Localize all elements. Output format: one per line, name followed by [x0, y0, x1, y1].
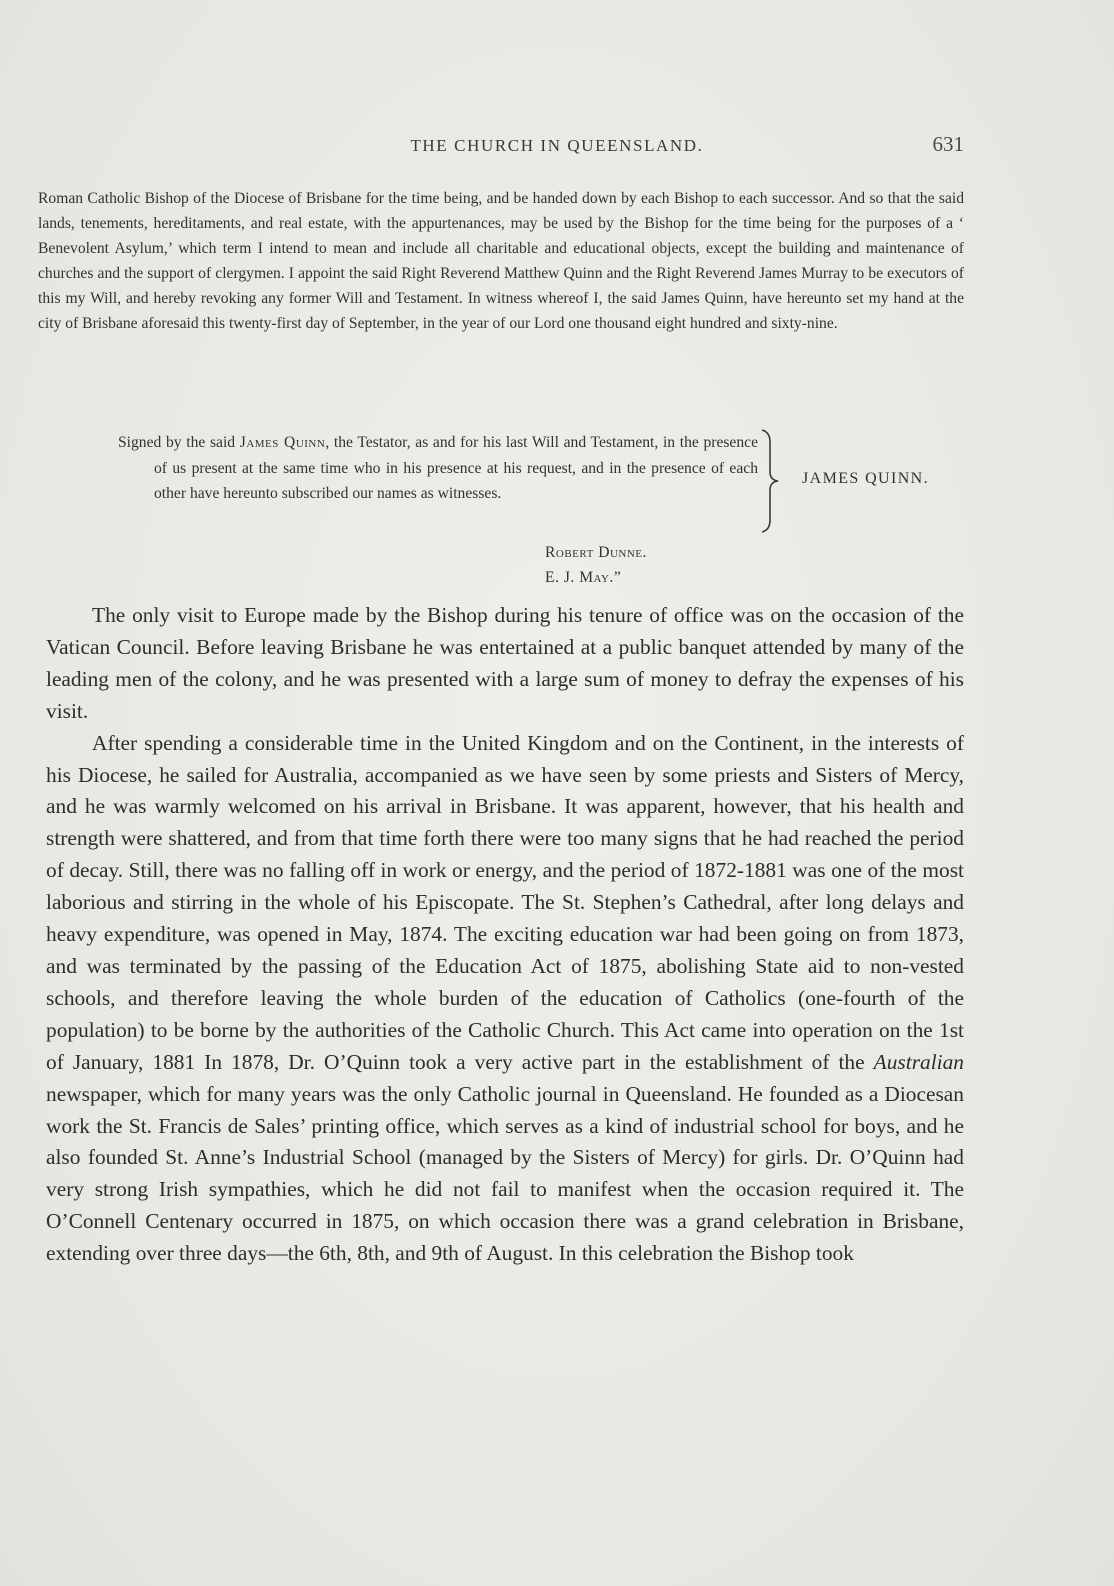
signature-clause-name: James Quinn — [239, 434, 326, 451]
running-head: THE CHURCH IN QUEENSLAND. — [410, 136, 704, 155]
page-number: 631 — [932, 132, 964, 156]
body-paragraph — [46, 728, 964, 1270]
signature-clause-rest: , the Testator, as and for his last Will and Testament, in the presence of us present at the same time who in his presence at his request, and in the presence of each other have hereunto subscribed our names as witnesses. — [154, 434, 758, 503]
signature-clause-text — [118, 430, 758, 507]
body-text-segment: After spending a considerable time in the United Kingdom and on the Continent, in the interests of his Diocese, he sailed for Australia, accompanied as we have seen by some priests and Sisters of Mercy, and he was warmly welcomed on his arrival in Brisbane. It was apparent, however, that his health and strength were shattered, and from that time forth there were too many signs that he had reached the period of decay. Still, there was no falling off in work or energy, and the period of 1872-1881 was one of the most laborious and stirring in the whole of his Episcopate. The St. Stephen’s Cathedral, after long delays and heavy expenditure, was opened in May, 1874. The exciting education war had been going on from 1873, and was terminated by the passing of the Education Act of 1875, abolishing State aid to non-vested schools, and therefore leaving the whole burden of the education of Catholics (one-fourth of the population) to be borne by the authorities of the Catholic Church. This Act came into operation on the 1st of January, 1881 In 1878, Dr. O’Quinn took a very active part in the establishment of the — [46, 730, 964, 1074]
testator-signature: JAMES QUINN. — [802, 470, 930, 487]
newspaper-title: Australian — [873, 1049, 964, 1074]
witness-name: E. J. May.” — [545, 569, 622, 586]
will-paragraph: Roman Catholic Bishop of the Diocese of Brisbane for the time being, and be handed down by each Bishop to each successor. And so that the said lands, tenements, hereditaments, and real estate, with the appurtenances, may be used by the Bishop for the time being for the purposes of a ‘ Benevolent Asylum,’ which term I intend to mean and include all charitable and educational objects, except the building and maintenance of churches and the support of clergymen. I appoint the said Right Reverend Matthew Quinn and the Right Reverend James Murray to be executors of this my Will, and hereby revoking any former Will and Testament. In witness whereof I, the said James Quinn, have hereunto set my hand at the city of Brisbane aforesaid this twenty-first day of September, in the year of our Lord one thousand eight hundred and sixty-nine. — [38, 190, 964, 333]
witness-name: Robert Dunne. — [545, 544, 647, 561]
witness-list — [545, 540, 647, 590]
curly-brace-icon — [760, 428, 782, 534]
body-text — [46, 600, 964, 1270]
body-paragraph: The only visit to Europe made by the Bishop during his tenure of office was on the occasion of the Vatican Council. Before leaving Brisbane he was entertained at a public banquet attended by many of the leading men of the colony, and he was presented with a large sum of money to defray the expenses of his visit. — [46, 603, 964, 723]
signature-clause — [118, 430, 758, 507]
will-excerpt — [38, 186, 964, 337]
body-text-segment: newspaper, which for many years was the only Catholic journal in Queensland. He founded as a Diocesan work the St. Francis de Sales’ printing office, which serves as a kind of industrial school for boys, and he also founded St. Anne’s Industrial School (managed by the Sisters of Mercy) for girls. Dr. O’Quinn had very strong Irish sympathies, which he did not fail to manifest when the occasion required it. The O’Connell Centenary occurred in 1875, on which occasion there was a grand celebration in Brisbane, extending over three days—the 6th, 8th, and 9th of August. In this celebration the Bishop took — [46, 1081, 964, 1266]
signature-clause-start: Signed by the said — [118, 434, 236, 451]
